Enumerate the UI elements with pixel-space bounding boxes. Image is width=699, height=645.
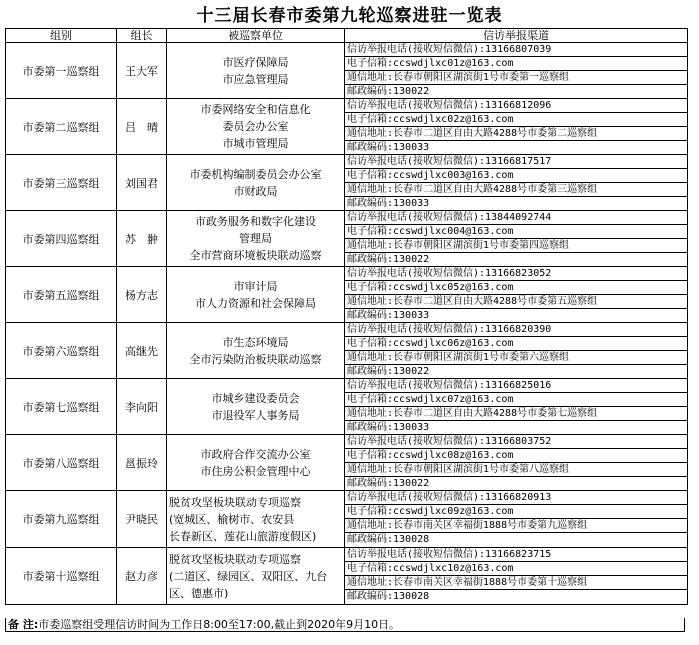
leader-cell: 杨方志 (117, 267, 167, 323)
unit-name: 全市营商环境板块联动巡察 (189, 249, 322, 262)
phone-line: 信访举报电话(接收短信微信):13166823715 (345, 548, 687, 562)
unit-name: 市委网络安全和信息化 (200, 103, 311, 116)
table-header-row (6, 29, 688, 43)
group-cell: 市委第九巡察组 (6, 491, 117, 548)
table-row (6, 435, 688, 491)
table-row (6, 155, 688, 211)
unit-name: 市退役军人事务局 (211, 408, 300, 422)
channels-cell (345, 155, 688, 211)
header-leader: 组长 (117, 29, 167, 43)
unit-name: (二道区、绿园区、双阳区、九台 (169, 569, 328, 583)
unit-name: 市生态环境局 (222, 335, 289, 349)
units-cell (167, 155, 345, 211)
address-line: 通信地址:长春市南关区幸福街1888号市委第十巡察组 (345, 576, 687, 590)
unit-name: 市医疗保障局 (222, 55, 289, 69)
unit-name: 市人力资源和社会保障局 (195, 296, 316, 310)
email-line: 电子信箱:ccswdjlxc06z@163.com (345, 337, 687, 351)
unit-name: (宽城区、榆树市、农安县 (169, 512, 295, 526)
units-cell (167, 211, 345, 267)
address-line: 通信地址:长春市二道区自由大路4288号市委第五巡察组 (345, 295, 687, 309)
group-cell: 市委第一巡察组 (6, 43, 117, 99)
table-row (6, 323, 688, 379)
inspection-table (5, 28, 688, 605)
leader-cell: 高继先 (117, 323, 167, 379)
email-line: 电子信箱:ccswdjlxc09z@163.com (345, 505, 687, 519)
unit-name: 区、德惠市) (169, 586, 229, 600)
unit-name: 市委机构编制委员会办公室 (189, 167, 322, 181)
channels-cell (345, 379, 688, 435)
group-cell: 市委第八巡察组 (6, 435, 117, 491)
table-row (6, 379, 688, 435)
header-channels: 信访举报渠道 (345, 29, 688, 43)
unit-name: 长春新区、莲花山旅游度假区) (169, 529, 317, 543)
unit-name: 管理局 (239, 232, 272, 245)
postcode-line: 邮政编码:130022 (347, 478, 430, 489)
unit-name: 市城市管理局 (222, 137, 289, 150)
phone-line: 信访举报电话(接收短信微信):13166817517 (345, 155, 687, 169)
footnote-label: 备 注: (8, 618, 39, 631)
postcode-line: 邮政编码:130033 (347, 142, 430, 153)
table-row (6, 43, 688, 99)
phone-line: 信访举报电话(接收短信微信):13166803752 (345, 435, 687, 449)
channels-cell (345, 99, 688, 155)
header-group: 组别 (6, 29, 117, 43)
group-cell: 市委第五巡察组 (6, 267, 117, 323)
units-cell (167, 267, 345, 323)
table-body (6, 43, 688, 605)
channels-cell (345, 267, 688, 323)
units-cell (167, 548, 345, 605)
unit-name: 市审计局 (233, 279, 278, 293)
page-title: 十三届长春市委第九轮巡察进驻一览表 (196, 6, 503, 26)
group-cell: 市委第三巡察组 (6, 155, 117, 211)
header-units: 被巡察单位 (167, 29, 345, 43)
channels-cell (345, 435, 688, 491)
unit-name: 市城乡建设委员会 (211, 391, 300, 405)
postcode-line: 邮政编码:130022 (347, 254, 430, 265)
address-line: 通信地址:长春市朝阳区湖滨街1号市委第八巡察组 (345, 463, 687, 477)
table-row (6, 491, 688, 548)
units-cell (167, 491, 345, 548)
phone-line: 信访举报电话(接收短信微信):13166825016 (345, 379, 687, 393)
phone-line: 信访举报电话(接收短信微信):13844092744 (345, 211, 687, 225)
email-line: 电子信箱:ccswdjlxc02z@163.com (345, 113, 687, 127)
phone-line: 信访举报电话(接收短信微信):13166820390 (345, 323, 687, 337)
address-line: 通信地址:长春市朝阳区湖滨街1号市委第六巡察组 (345, 351, 687, 365)
unit-name: 脱贫攻坚板块联动专项巡察 (169, 552, 301, 566)
address-line: 通信地址:长春市二道区自由大路4288号市委第二巡察组 (345, 127, 687, 141)
address-line: 通信地址:长春市二道区自由大路4288号市委第三巡察组 (345, 183, 687, 197)
leader-cell: 吕 晴 (117, 99, 167, 155)
address-line: 通信地址:长春市朝阳区湖滨街1号市委第一巡察组 (345, 71, 687, 85)
leader-cell: 赵力彦 (117, 548, 167, 605)
leader-cell: 王大军 (117, 43, 167, 99)
units-cell (167, 99, 345, 155)
phone-line: 信访举报电话(接收短信微信):13166807039 (345, 43, 687, 57)
postcode-line: 邮政编码:130028 (347, 534, 430, 545)
channels-cell (345, 323, 688, 379)
postcode-line: 邮政编码:130022 (347, 86, 430, 97)
email-line: 电子信箱:ccswdjlxc05z@163.com (345, 281, 687, 295)
channels-cell (345, 43, 688, 99)
group-cell: 市委第十巡察组 (6, 548, 117, 605)
address-line: 通信地址:长春市南关区幸福街1888号市委第九巡察组 (345, 519, 687, 533)
postcode-line: 邮政编码:130033 (347, 310, 430, 321)
leader-cell: 李向阳 (117, 379, 167, 435)
group-cell: 市委第七巡察组 (6, 379, 117, 435)
leader-cell: 邕振玲 (117, 435, 167, 491)
units-cell (167, 379, 345, 435)
table-row (6, 99, 688, 155)
postcode-line: 邮政编码:130033 (347, 198, 430, 209)
postcode-line: 邮政编码:130033 (347, 422, 430, 433)
channels-cell (345, 548, 688, 605)
postcode-line: 邮政编码:130022 (347, 366, 430, 377)
phone-line: 信访举报电话(接收短信微信):13166820913 (345, 491, 687, 505)
leader-cell: 刘国君 (117, 155, 167, 211)
footnote (5, 618, 685, 632)
email-line: 电子信箱:ccswdjlxc08z@163.com (345, 449, 687, 463)
unit-name: 脱贫攻坚板块联动专项巡察 (169, 495, 301, 509)
group-cell: 市委第二巡察组 (6, 99, 117, 155)
email-line: 电子信箱:ccswdjlxc01z@163.com (345, 57, 687, 71)
table-row (6, 211, 688, 267)
unit-name: 全市污染防治板块联动巡察 (189, 352, 322, 366)
group-cell: 市委第四巡察组 (6, 211, 117, 267)
units-cell (167, 43, 345, 99)
email-line: 电子信箱:ccswdjlxc10z@163.com (345, 562, 687, 576)
channels-cell (345, 211, 688, 267)
unit-name: 市住房公积金管理中心 (200, 464, 311, 478)
postcode-line: 邮政编码:130028 (347, 591, 430, 602)
unit-name: 市政府合作交流办公室 (200, 447, 311, 461)
unit-name: 市财政局 (233, 184, 278, 198)
table-row (6, 267, 688, 323)
table-row (6, 548, 688, 605)
leader-cell: 尹晓民 (117, 491, 167, 548)
email-line: 电子信箱:ccswdjlxc004@163.com (345, 225, 687, 239)
address-line: 通信地址:长春市二道区自由大路4288号市委第七巡察组 (345, 407, 687, 421)
email-line: 电子信箱:ccswdjlxc003@163.com (345, 169, 687, 183)
units-cell (167, 323, 345, 379)
phone-line: 信访举报电话(接收短信微信):13166812096 (345, 99, 687, 113)
units-cell (167, 435, 345, 491)
channels-cell (345, 491, 688, 548)
email-line: 电子信箱:ccswdjlxc07z@163.com (345, 393, 687, 407)
leader-cell: 苏 翀 (117, 211, 167, 267)
phone-line: 信访举报电话(接收短信微信):13166823052 (345, 267, 687, 281)
unit-name: 委员会办公室 (222, 120, 289, 133)
address-line: 通信地址:长春市朝阳区湖滨街1号市委第四巡察组 (345, 239, 687, 253)
footnote-text: 市委巡察组受理信访时间为工作日8:00至17:00,截止到2020年9月10日。 (38, 618, 401, 631)
unit-name: 市政务服务和数字化建设 (195, 215, 316, 228)
group-cell: 市委第六巡察组 (6, 323, 117, 379)
unit-name: 市应急管理局 (222, 72, 289, 86)
